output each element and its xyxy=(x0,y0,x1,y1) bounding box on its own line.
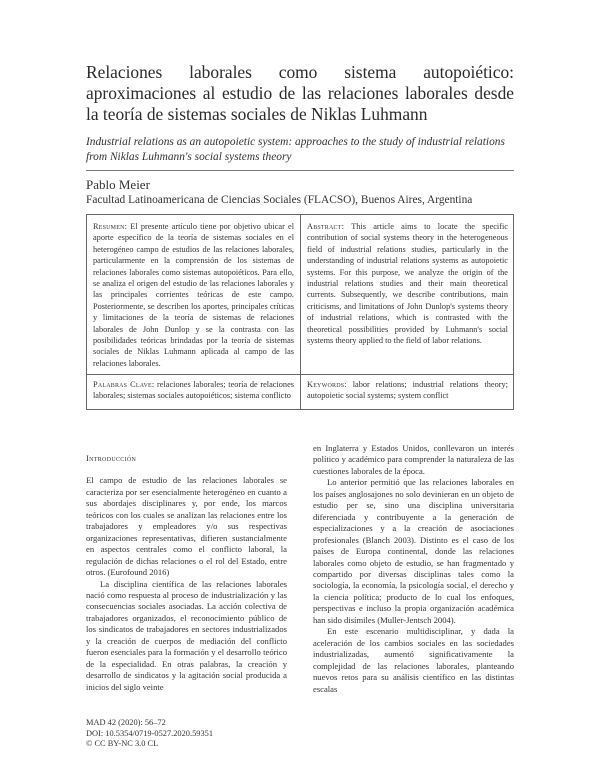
abstract-cell xyxy=(307,221,508,346)
abstract-label: Abstract: xyxy=(307,222,345,231)
resumen-cell xyxy=(93,221,294,369)
doi: DOI: 10.5354/0719-0527.2020.59351 xyxy=(86,728,214,738)
keywords-text: labor relations; industrial relations theory; autopoietic social systems; system conflict xyxy=(307,380,508,401)
right-column xyxy=(313,443,514,695)
author-affiliation: Facultad Latinoamericana de Ciencias Sociales (FLACSO), Buenos Aires, Argentina xyxy=(86,194,473,206)
left-column xyxy=(86,453,287,693)
journal-citation: MAD 42 (2020): 56–72 xyxy=(86,718,166,727)
section-heading-introduccion: Introducción xyxy=(86,453,137,463)
abstract-box-vertical-divider xyxy=(300,215,301,409)
abstract-box-horizontal-divider xyxy=(87,374,513,375)
article-title: Relaciones laborales como sistema autopoiético: aproximaciones al estudio de las relaciones laborales desde la teoría de sistemas sociales de Niklas Luhmann xyxy=(86,62,514,124)
palabras-clave-text: relaciones laborales; teoría de relaciones laborales; sistemas sociales autopoiéticos; sistema conflicto xyxy=(93,380,294,401)
right-paragraph-3: En este escenario multidisciplinar, y dada la aceleración de los cambios sociales en las sociedades industrializadas, aumentó significativamente la complejidad de las relaciones laborales, planteando nuevos retos para su análisis científico en las distintas escalas xyxy=(313,626,514,694)
journal-footer xyxy=(86,718,213,750)
right-paragraph-2: Lo anterior permitió que las relaciones laborales en los países anglosajones no solo devinieran en un objeto de estudio per se, sino una disciplina universitaria diferenciada y contribuyente a la generación de especializaciones y a la creación de asociaciones profesionales (Blanch 2003). Distinto es el caso de los países de Europa continental, donde las relaciones laborales como objeto de estudio, se han fragmentado y compartido por diversas disciplinas tales como la sociología, la economía, la psicología social, el derecho y la ciencia política; producto de lo cual los enfoques, perspectivas e incluso la propia organización académica han sido disímiles (Muller-Jentsch 2004). xyxy=(313,477,514,625)
license: © CC BY-NC 3.0 CL xyxy=(86,739,159,749)
resumen-text: El presente artículo tiene por objetivo ubicar el aporte específico de la teoría de sistemas sociales en el heterogéneo campo de estudios de las relaciones laborales, particularmente en la comprensión de los sistemas de relaciones laborales como sistemas autopoiéticos. Para ello, se analiza el origen del estudio de las relaciones laborales y las principales corrientes teóricas de este campo. Posteriormente, se describen los aportes, principales críticas y limitaciones de la teoría de sistemas de relaciones laborales de John Dunlop y se la contrasta con las posibilidades teóricas brindadas por la teoría de sistemas sociales de Niklas Luhmann aplicada al campo de las relaciones laborales. xyxy=(93,222,294,368)
left-paragraph-2: La disciplina científica de las relaciones laborales nació como respuesta al proceso de industrialización y las consecuencias sociales asociadas. La acción colectiva de trabajadores organizados, el reconocimiento público de los sindicatos de trabajadores en sectores industrializados y la creación de cuerpos de mediación del conflicto fueron esenciales para la formación y el desarrollo teórico de la especialidad. En otras palabras, la creación y desarrollo de sindicatos y la agitación social producida a inicios del siglo veinte xyxy=(86,578,287,692)
left-paragraph-1: El campo de estudio de las relaciones laborales se caracteriza por ser esencialmente heterogéneo en cuanto a sus abordajes disciplinares y, por ende, los marcos teóricos con los cuales se analizan las relaciones entre los trabajadores y empleadores y/o sus respectivas organizaciones representativas, difieren sustancialmente en aspectos centrales como el conflicto laboral, la regulación de dichas relaciones o el rol del Estado, entre otros. (Eurofound 2016) xyxy=(86,475,287,578)
article-subtitle-english: Industrial relations as an autopoietic system: approaches to the study of industrial relations from Niklas Luhmann's social systems theory xyxy=(86,136,505,163)
abstract-text: This article aims to locate the specific contribution of social systems theory in the heterogeneous field of industrial relations studies, particularly in the understanding of industrial relations systems as autopoietic systems. For this purpose, we analyze the origin of the industrial relations studies and their main theoretical currents. Subsequently, we describe contributions, main criticisms, and limitations of John Dunlop's systems theory of industrial relations, which is contrasted with the theoretical possibilities provided by Luhmann's social systems theory applied to the field of labor relations. xyxy=(307,222,508,346)
author-name: Pablo Meier xyxy=(86,177,150,192)
keywords-cell xyxy=(307,379,508,402)
abstract-box xyxy=(86,214,514,410)
top-divider xyxy=(86,170,514,171)
palabras-clave-cell xyxy=(93,379,294,402)
right-paragraph-1: en Inglaterra y Estados Unidos, conllevaron un interés político y académico para comprender la naturaleza de las cuestiones laborales de la época. xyxy=(313,443,514,476)
palabras-clave-label: Palabras Clave: xyxy=(93,380,155,389)
resumen-label: Resumen: xyxy=(93,222,128,231)
keywords-label: Keywords: xyxy=(307,380,347,389)
